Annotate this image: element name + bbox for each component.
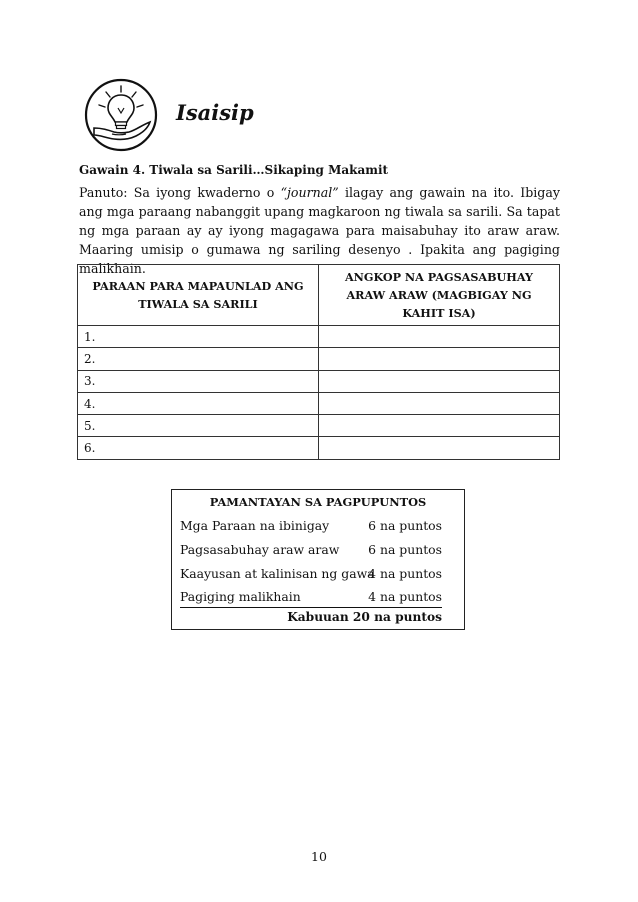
rubric-criterion: Kaayusan at kalinisan ng gawa [180,566,375,581]
instructions-text-1: Panuto: Sa iyong kwaderno o [79,185,281,200]
row-number: 4. [78,392,319,414]
row-number: 3. [78,370,319,392]
rubric-row [180,589,442,608]
answer-cell [319,437,560,459]
table-row [78,326,560,348]
rubric-row [180,566,442,586]
rubric-row [180,518,442,538]
answer-cell [319,370,560,392]
rubric-row [180,542,442,562]
rubric-criterion: Mga Paraan na ibinigay [180,518,330,533]
row-number: 5. [78,415,319,437]
answer-cell [319,326,560,348]
journal-term: “journal” [280,185,339,200]
row-number: 2. [78,348,319,370]
rubric-criterion: Pagiging malikhain [180,589,301,604]
scoring-rubric [171,489,465,630]
rubric-points: 4 na puntos [368,566,442,581]
lightbulb-in-hand-icon [84,78,158,152]
table-row [78,415,560,437]
rubric-title: PAMANTAYAN SA PAGPUPUNTOS [209,495,427,509]
activity-table [77,264,560,460]
answer-cell [319,392,560,414]
table-header-row [78,265,560,326]
rubric-total: Kabuuan 20 na puntos [287,610,442,624]
rubric-points: 6 na puntos [368,542,442,557]
column-header-pagsasabuhay: ANGKOP NA PAGSASABUHAY ARAW ARAW (MAGBIGAY NG KAHIT ISA) [319,265,560,326]
table-row [78,437,560,459]
table-row [78,392,560,414]
rubric-points: 4 na puntos [368,589,442,604]
rubric-criterion: Pagsasabuhay araw araw [180,542,340,557]
section-title: Isaisip [176,100,254,125]
row-number: 6. [78,437,319,459]
answer-cell [319,415,560,437]
page-number: 10 [311,849,327,864]
column-header-paraan: PARAAN PARA MAPAUNLAD ANG TIWALA SA SARILI [78,265,319,326]
answer-cell [319,348,560,370]
activity-title: Gawain 4. Tiwala sa Sarili…Sikaping Makamit [79,163,389,177]
row-number: 1. [78,326,319,348]
table-row [78,348,560,370]
section-header [84,78,384,158]
table-row [78,370,560,392]
instructions-text-2: ilagay ang gawain na ito. Ibigay ang mga paraang nabanggit upang magkaroon ng tiwala sa sarili. Sa tapat ng mga paraan ay ay iyong magagawa para maisabuhay ito araw araw. Maaring umisip o gumawa ng sariling desenyo . Ipakita ang pagiging malikhain. [79,185,560,276]
rubric-points: 6 na puntos [368,518,442,533]
